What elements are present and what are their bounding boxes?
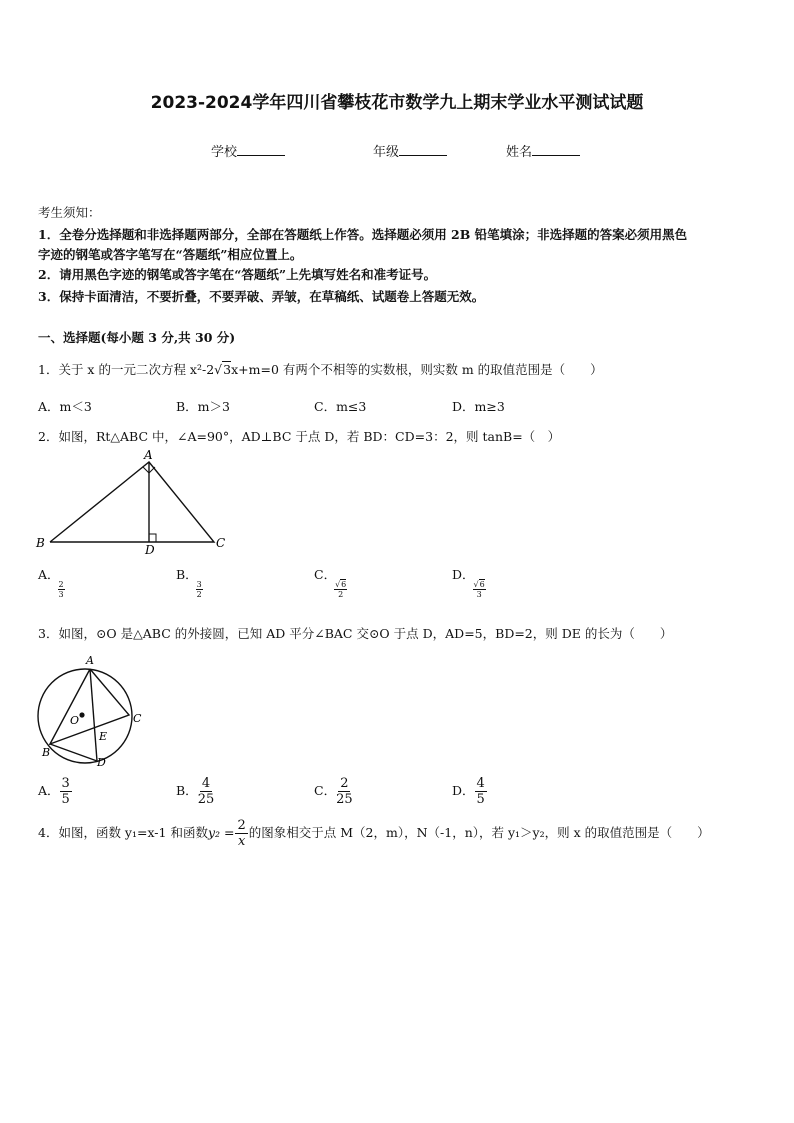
q3-option-c-label: C． (314, 783, 337, 798)
q3-option-d-num: 4 (476, 776, 485, 791)
notice-line-1b: 字迹的钢笔或答字笔写在“答题纸”相应位置上。 (38, 247, 303, 262)
q1-option-a: A．m＜3 (38, 399, 92, 414)
question-4 (38, 818, 710, 849)
q3-option-b (176, 776, 214, 807)
q3-option-d-fraction (475, 776, 487, 807)
label-e: E (99, 730, 108, 743)
q2-option-d-label: D． (452, 567, 475, 582)
triangle-abc (50, 669, 129, 744)
circle-o (38, 669, 132, 763)
q4-text-pre: 4．如图，函数 y₁=x-1 和函数 (38, 825, 208, 840)
name-field (506, 141, 580, 160)
q2-option-d-fraction (473, 580, 486, 599)
label-b: B (36, 536, 45, 550)
q2-option-a-den: 3 (58, 590, 64, 599)
q4-y2-label: y₂ = (207, 825, 235, 840)
label-c: C (216, 536, 226, 550)
question-3: 3．如图，⊙O 是△ABC 的外接圆，已知 AD 平分∠BAC 交⊙O 于点 D，AD=5，BD=2，则 DE 的长为（ ） (38, 626, 673, 641)
q3-option-d-den: 5 (476, 792, 485, 807)
name-label: 姓名 (506, 145, 533, 160)
q2-option-b (176, 565, 209, 599)
q3-option-d (452, 776, 487, 807)
notice-line-2: 2．请用黑色字迹的钢笔或答字笔在“答题纸”上先填写姓名和准考证号。 (38, 267, 437, 282)
chord-ad (90, 669, 97, 761)
q2-option-c-label: C． (314, 567, 337, 582)
q2-option-d-radicand: 6 (479, 580, 485, 589)
section-heading: 一、选择题(每小题 3 分,共 30 分) (38, 330, 236, 345)
label-a: A (86, 654, 94, 667)
q3-option-b-num: 4 (201, 776, 211, 791)
q3-option-c-den: 25 (336, 792, 353, 807)
q2-option-b-num: 3 (196, 580, 202, 589)
q1-radicand: 3 (223, 362, 232, 377)
q3-option-a (38, 776, 72, 807)
q2-option-a-fraction (58, 580, 65, 599)
q3-option-a-den: 5 (61, 792, 70, 807)
q1-option-c: C．m≤3 (314, 399, 367, 414)
notice-line-3: 3．保持卡面清洁，不要折叠，不要弄破、弄皱，在草稿纸、试题卷上答题无效。 (38, 289, 485, 304)
q2-option-d-den: 3 (476, 590, 482, 599)
q2-option-b-label: B． (176, 567, 198, 582)
school-label: 学校 (211, 145, 238, 160)
q2-option-b-fraction (196, 580, 203, 599)
q3-option-c-num: 2 (340, 776, 349, 791)
q3-option-c (314, 776, 353, 807)
question-2: 2．如图，Rt△ABC 中，∠A=90°，AD⊥BC 于点 D，若 BD：CD=3：2，则 tanB=（ ） (38, 429, 561, 444)
q3-option-a-label: A． (38, 783, 60, 798)
school-blank (237, 143, 285, 156)
label-c: C (133, 712, 142, 725)
q1-text-post: x+m=0 有两个不相等的实数根，则实数 m 的取值范围是（ ） (231, 362, 603, 377)
q3-option-b-fraction (198, 776, 215, 807)
triangle-abc (50, 462, 214, 542)
name-blank (532, 143, 580, 156)
q3-option-d-label: D． (452, 783, 475, 798)
q3-option-b-den: 25 (197, 792, 215, 807)
q2-option-d-num: √6 (473, 580, 485, 589)
notice-line-1a: 1．全卷分选择题和非选择题两部分，全部在答题纸上作答。选择题必须用 2B 铅笔填涂；非选择题的答案必须用黑色 (38, 227, 688, 242)
q3-option-b-label: B． (176, 783, 198, 798)
q2-option-a-label: A． (38, 567, 60, 582)
q1-option-b: B．m＞3 (176, 399, 230, 414)
q4-fraction (235, 818, 247, 849)
school-field (211, 141, 285, 160)
grade-field (373, 141, 447, 160)
q2-option-c-den: 2 (338, 590, 344, 599)
label-o: O (70, 714, 80, 727)
q3-option-c-fraction (336, 776, 353, 807)
page-title: 2023-2024学年四川省攀枝花市数学九上期末学业水平测试试题 (150, 93, 644, 113)
q2-option-c-radicand: 6 (341, 580, 347, 589)
label-b: B (42, 746, 51, 759)
label-d: D (97, 756, 106, 769)
q4-fraction-den: x (237, 834, 246, 849)
q2-option-a-num: 2 (58, 580, 64, 589)
q2-option-c-num: √6 (335, 580, 347, 589)
grade-blank (399, 143, 447, 156)
q3-option-a-fraction (60, 776, 72, 807)
label-d: D (145, 543, 155, 557)
notice-heading: 考生须知： (38, 205, 101, 220)
q2-option-c-fraction (334, 580, 347, 599)
q3-option-a-num: 3 (61, 776, 70, 791)
q1-option-d: D．m≥3 (452, 399, 505, 414)
q2-option-a (38, 565, 71, 599)
q2-option-d (452, 565, 492, 599)
center-point-o (79, 712, 84, 717)
label-a: A (144, 448, 153, 462)
q4-text-post: 的图象相交于点 M（2，m），N（-1，n），若 y₁＞y₂，则 x 的取值范围是（ ） (248, 825, 710, 840)
right-angle-mark-d (149, 534, 156, 542)
q4-fraction-num: 2 (237, 818, 246, 833)
q2-triangle-figure (30, 446, 240, 558)
q2-option-c (314, 565, 353, 599)
q1-radical: √3 (214, 362, 232, 377)
q3-circle-figure (30, 650, 155, 770)
q1-text-pre: 1．关于 x 的一元二次方程 x²-2 (38, 362, 215, 377)
grade-label: 年级 (373, 145, 400, 160)
q2-option-b-den: 2 (196, 590, 202, 599)
chord-bd (50, 744, 97, 761)
question-1 (38, 360, 603, 378)
